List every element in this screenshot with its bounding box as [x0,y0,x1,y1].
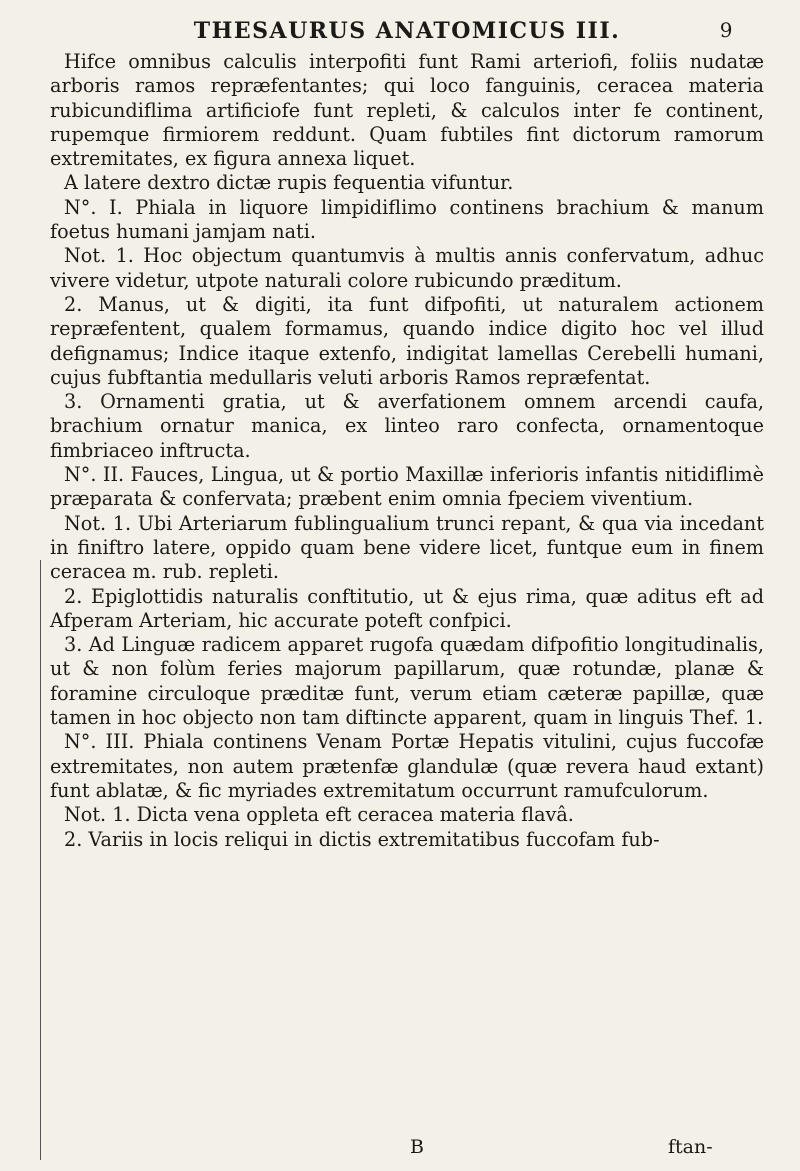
paragraph: Not. 1. Ubi Arteriarum fublingualium trunci repant, & qua via incedant in finiftro latere, oppido quam bene videre licet, funtque eum in finem ceracea m. rub. repleti. [50,511,764,584]
paragraph: Not. 1. Dicta vena oppleta eft ceracea materia flavâ. [64,803,574,827]
running-title: THESAURUS ANATOMICUS III. [193,18,621,44]
paragraph: Hifce omnibus calculis interpofiti funt Rami arteriofi, foliis nudatæ arboris ramos repræfentantes; qui loco fanguinis, ceracea materia rubicundiflima artificiofe funt repleti, & calculos inter fe continent, rupemque firmiorem reddunt. Quam fubtiles fint dictorum ramorum extremitates, ex figura annexa liquet. [50,50,764,171]
running-header [50,18,764,44]
catchword: ftan- [668,1136,713,1158]
body-text [50,50,764,852]
paragraph: N°. II. Fauces, Lingua, ut & portio Maxillæ inferioris infantis nitidiflimè præparata & confervata; præbent enim omnia fpeciem viventium. [50,463,764,511]
signature-mark: B [410,1136,424,1158]
margin-rule [40,560,41,1160]
paragraph: 2. Epiglottidis naturalis conftitutio, ut & ejus rima, quæ aditus eft ad Afperam Arteriam, hic accurate poteft confpici. [50,584,764,632]
paragraph: 3. Ad Linguæ radicem apparet rugofa quædam difpofitio longitudinalis, ut & non folùm feries majorum papillarum, quæ rotundæ, planæ & foramine circuloque præditæ funt, verum etiam cæteræ papillæ, quæ tamen in hoc objecto non tam diftincte apparent, quam in linguis Thef. 1. [50,633,764,730]
paragraph: A latere dextro dictæ rupis fequentia vifuntur. [64,171,514,195]
paragraph: Not. 1. Hoc objectum quantumvis à multis annis confervatum, adhuc vivere videtur, utpote naturali colore rubicundo præditum. [50,244,764,292]
paragraph: N°. III. Phiala continens Venam Portæ Hepatis vitulini, cujus fuccofæ extremitates, non autem prætenfæ glandulæ (quæ revera haud extant) funt ablatæ, & fic myriades extremitatum occurrunt ramufculorum. [50,730,764,802]
page-number: 9 [719,18,734,42]
paragraph: 2. Manus, ut & digiti, ita funt difpofiti, ut naturalem actionem repræfentent, qualem formamus, quando indice digito hoc vel illud defignamus; Indice itaque extenfo, indigitat lamellas Cerebelli humani, cujus fubftantia medullaris veluti arboris Ramos repræfentat. [50,292,764,389]
paragraph: 2. Variis in locis reliqui in dictis extremitatibus fuccofam fub- [64,827,660,851]
paragraph: 3. Ornamenti gratia, ut & averfationem omnem arcendi caufa, brachium ornatur manica, ex linteo raro confecta, ornamentoque fimbriaceo inftructa. [50,390,764,462]
paragraph: N°. I. Phiala in liquore limpidiflimo continens brachium & manum foetus humani jamjam nati. [50,195,764,244]
